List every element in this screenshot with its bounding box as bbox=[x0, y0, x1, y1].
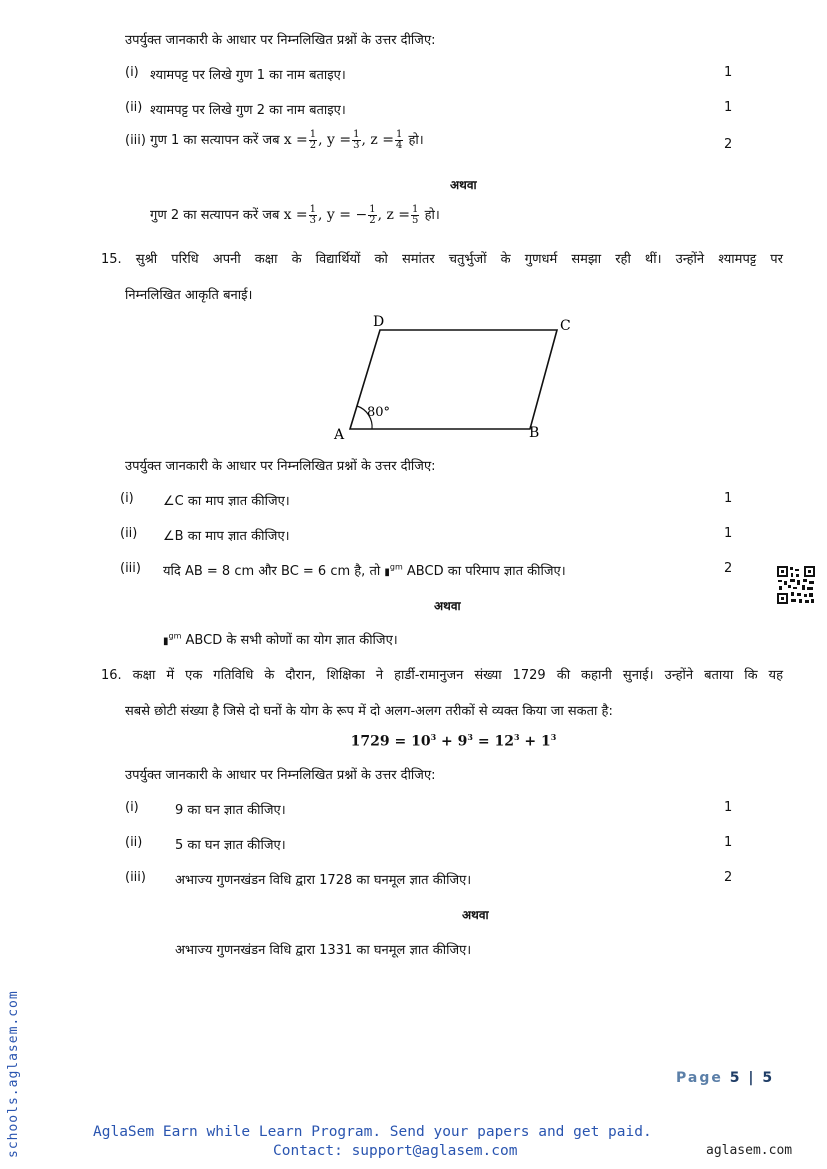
q14-or-x-frac: $\frac{1}{3}$ bbox=[309, 204, 317, 226]
q15-stem-line2: निम्नलिखित आकृति बनाई। bbox=[125, 288, 253, 303]
q14-iii-line bbox=[125, 130, 424, 151]
footer-earn-link[interactable]: AglaSem Earn while Learn Program. Send your papers and get paid. bbox=[93, 1124, 652, 1140]
parallelogram-figure bbox=[325, 308, 585, 443]
q15-iii-text-a: यदि AB = 8 cm और BC = 6 cm है, तो bbox=[163, 564, 381, 579]
qr-code-icon bbox=[776, 565, 816, 605]
q14-iii-text: गुण 1 का सत्यापन करें जब bbox=[150, 133, 280, 148]
q16-or-label: अथवा bbox=[462, 908, 489, 922]
q15-intro: उपर्युक्त जानकारी के आधार पर निम्नलिखित प्रश्नों के उत्तर दीजिए: bbox=[125, 459, 436, 474]
q16-i-mark: 1 bbox=[724, 800, 733, 815]
q15-iii-num: (iii) bbox=[120, 561, 141, 576]
vertex-c-label: C bbox=[560, 318, 571, 334]
gm-superscript-or: gm bbox=[168, 631, 182, 641]
q14-or-text: गुण 2 का सत्यापन करें जब bbox=[150, 208, 280, 223]
q15-ii-mark: 1 bbox=[724, 526, 733, 541]
q14-iii-mark: 2 bbox=[724, 137, 733, 152]
q14-iii-y: , y = bbox=[318, 132, 352, 148]
vertex-b-label: B bbox=[529, 425, 540, 441]
q14-or-z: , z = bbox=[377, 207, 411, 223]
q14-i-mark: 1 bbox=[724, 65, 733, 80]
q14-iii-z: , z = bbox=[361, 132, 394, 148]
parallelogram-symbol: ▮ bbox=[384, 567, 390, 578]
q15-i-mark: 1 bbox=[724, 491, 733, 506]
q15-i-num: (i) bbox=[120, 491, 134, 506]
q16-intro: उपर्युक्त जानकारी के आधार पर निम्नलिखित प्रश्नों के उत्तर दीजिए: bbox=[125, 768, 436, 783]
q14-or-line bbox=[150, 205, 440, 226]
q14-or-z-frac: $\frac{1}{5}$ bbox=[412, 204, 419, 226]
q15-ii-num: (ii) bbox=[120, 526, 138, 541]
q16-iii-num: (iii) bbox=[125, 870, 146, 885]
hardy-ramanujan-formula: $1729 = 10^3 + 9^3 = 12^3 + 1^3$ bbox=[350, 732, 557, 750]
q16-iii-mark: 2 bbox=[724, 870, 733, 885]
q14-i-text: श्यामपट्ट पर लिखे गुण 1 का नाम बताइए। bbox=[150, 68, 346, 83]
q14-iii-x: x = bbox=[283, 132, 308, 148]
parallelogram-symbol-or: ▮ bbox=[163, 636, 169, 647]
footer-site-link[interactable]: aglasem.com bbox=[706, 1143, 793, 1158]
q16-ii-text: 5 का घन ज्ञात कीजिए। bbox=[175, 838, 286, 853]
q14-i-num: (i) bbox=[125, 65, 139, 80]
q16-ii-num: (ii) bbox=[125, 835, 143, 850]
q16-ii-mark: 1 bbox=[724, 835, 733, 850]
q16-stem-line2: सबसे छोटी संख्या है जिसे दो घनों के योग के रूप में दो अलग-अलग तरीकों से व्यक्त किया जा सकता है: bbox=[125, 704, 613, 719]
q14-or-end: हो। bbox=[424, 208, 440, 223]
footer-contact-link[interactable]: Contact: support@aglasem.com bbox=[273, 1143, 518, 1159]
q16-iii-text: अभाज्य गुणनखंडन विधि द्वारा 1728 का घनमूल ज्ञात कीजिए। bbox=[175, 873, 472, 888]
q15-i-text: ∠C का माप ज्ञात कीजिए। bbox=[163, 494, 290, 509]
vertex-a-label: A bbox=[334, 427, 345, 443]
angle-label: 80° bbox=[367, 405, 391, 420]
q15-iii-mark: 2 bbox=[724, 561, 733, 576]
q14-ii-mark: 1 bbox=[724, 100, 733, 115]
page-number: Page 5 | 5 bbox=[676, 1070, 775, 1086]
q15-stem-line1: 15. सुश्री परिधि अपनी कक्षा के विद्यार्थियों को समांतर चतुर्भुजों के गुणधर्म समझा रही थीं। उन्होंने श्यामपट्ट पर bbox=[101, 252, 783, 267]
q14-iii-num: (iii) bbox=[125, 133, 146, 148]
q14-iii-end: हो। bbox=[408, 133, 424, 148]
q14-iii-x-frac: $\frac{1}{2}$ bbox=[309, 129, 317, 151]
q15-ii-text: ∠B का माप ज्ञात कीजिए। bbox=[163, 529, 290, 544]
q15-iii-line bbox=[163, 561, 566, 579]
q15-or-label: अथवा bbox=[434, 599, 461, 613]
side-watermark: schools.aglasem.com bbox=[6, 990, 21, 1158]
q14-ii-num: (ii) bbox=[125, 100, 143, 115]
q14-iii-y-frac: $\frac{1}{3}$ bbox=[353, 129, 360, 151]
q14-or-y: , y = − bbox=[318, 207, 368, 223]
q16-i-num: (i) bbox=[125, 800, 139, 815]
q16-or-text: अभाज्य गुणनखंडन विधि द्वारा 1331 का घनमूल ज्ञात कीजिए। bbox=[175, 943, 472, 958]
vertex-d-label: D bbox=[373, 314, 385, 330]
gm-superscript: gm bbox=[389, 562, 403, 572]
q15-or-text: ABCD के सभी कोणों का योग ज्ञात कीजिए। bbox=[185, 633, 398, 648]
q16-i-text: 9 का घन ज्ञात कीजिए। bbox=[175, 803, 286, 818]
q15-or-line bbox=[163, 630, 398, 648]
q14-or-x: x = bbox=[283, 207, 308, 223]
q14-ii-text: श्यामपट्ट पर लिखे गुण 2 का नाम बताइए। bbox=[150, 103, 346, 118]
q14-or-y-frac: $\frac{1}{2}$ bbox=[369, 204, 376, 226]
q15-iii-text-b: ABCD का परिमाप ज्ञात कीजिए। bbox=[406, 564, 566, 579]
q16-stem-line1: 16. कक्षा में एक गतिविधि के दौरान, शिक्षिका ने हार्डी-रामानुजन संख्या 1729 की कहानी सुनाई। उन्होंने बताया कि यह bbox=[101, 668, 783, 683]
q14-iii-z-frac: $\frac{1}{4}$ bbox=[396, 129, 403, 151]
q14-intro: उपर्युक्त जानकारी के आधार पर निम्नलिखित प्रश्नों के उत्तर दीजिए: bbox=[125, 33, 436, 48]
q14-or-label: अथवा bbox=[450, 178, 477, 192]
